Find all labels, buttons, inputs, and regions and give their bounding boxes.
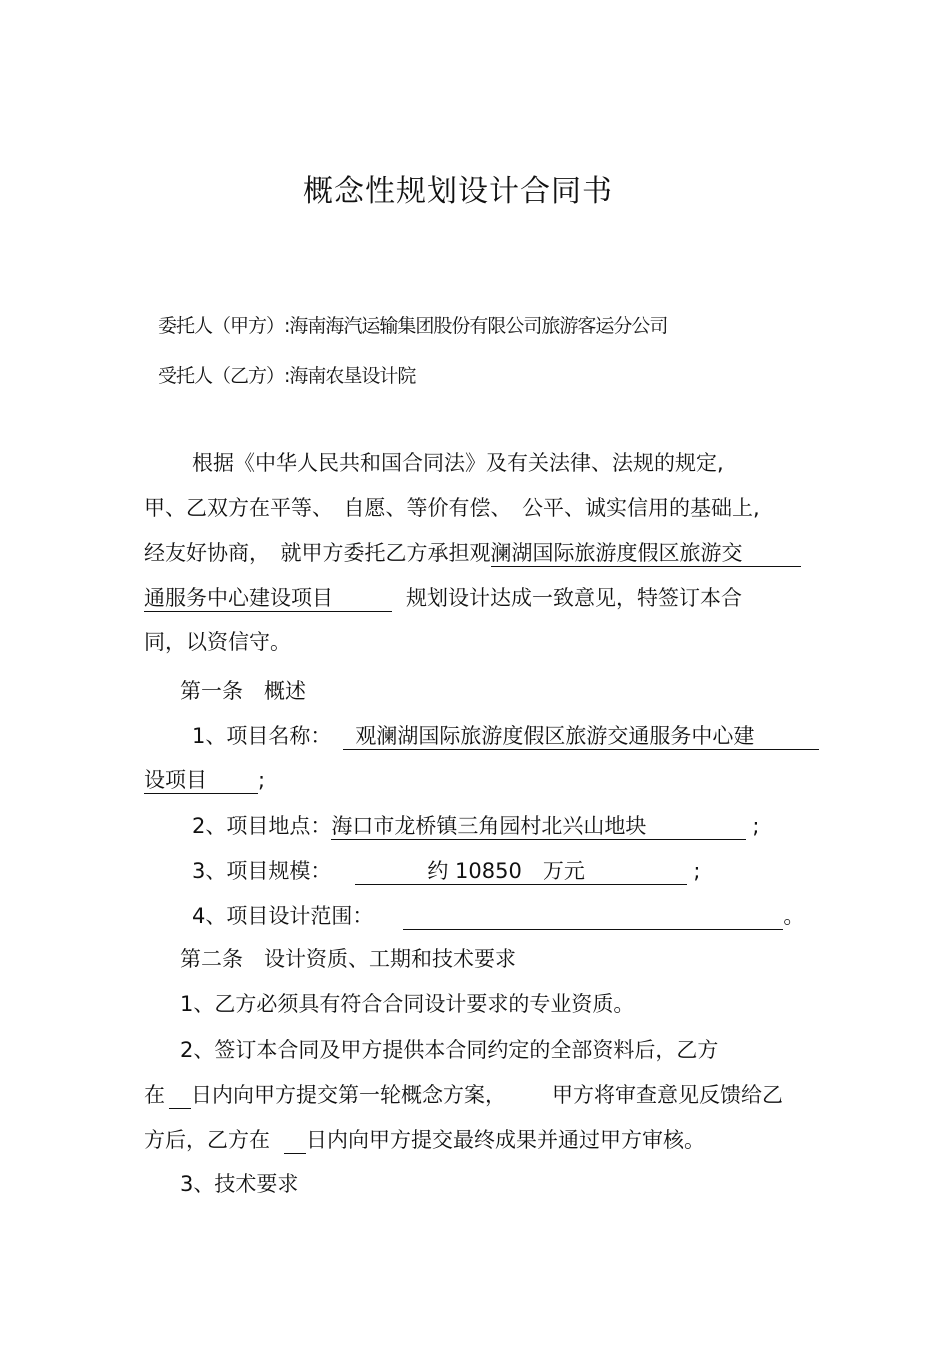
project-location-value: 海口市龙桥镇三角园村北兴山地块 bbox=[331, 813, 746, 840]
days-blank-2 bbox=[284, 1131, 306, 1154]
item-text: 在 bbox=[144, 1083, 165, 1107]
project-name-value: 观澜湖国际旅游度假区旅游交通服务中心建 bbox=[343, 723, 819, 750]
article-1-item-2 bbox=[192, 812, 759, 840]
item-text: 方后，乙方在 bbox=[144, 1128, 270, 1152]
article-1-item-1-cont bbox=[144, 766, 265, 794]
item-label: 4、项目设计范围： bbox=[192, 904, 374, 928]
party-b-label: 受托人（乙方）: bbox=[158, 365, 290, 387]
article-2-heading: 第二条 设计资质、工期和技术要求 bbox=[180, 947, 516, 971]
project-scale-value: 约 10850 万元 bbox=[355, 858, 687, 885]
article-1-heading: 第一条 概述 bbox=[180, 679, 306, 703]
document-title: 概念性规划设计合同书 bbox=[303, 174, 613, 209]
article-2-item-2-line-3 bbox=[144, 1126, 705, 1154]
item-end: ; bbox=[752, 814, 760, 838]
article-2-item-3: 3、技术要求 bbox=[180, 1172, 299, 1196]
article-2-item-2-line-2 bbox=[144, 1081, 783, 1109]
item-text: 日内向甲方提交第一轮概念方案， bbox=[191, 1083, 506, 1107]
preamble-line-5: 同，以资信守。 bbox=[144, 630, 291, 654]
preamble-text: 经友好协商， 就甲方委托乙方承担观 bbox=[144, 541, 491, 565]
preamble-line-4 bbox=[144, 584, 742, 612]
project-name-underlined-continued: 通服务中心建设项目 bbox=[144, 585, 392, 612]
party-a-label: 委托人（甲方）: bbox=[158, 315, 290, 337]
days-blank-1 bbox=[169, 1086, 191, 1109]
item-end: 。 bbox=[783, 904, 805, 928]
article-1-item-3 bbox=[192, 857, 700, 885]
article-2-item-2-line-1: 2、签订本合同及甲方提供本合同约定的全部资料后，乙方 bbox=[180, 1038, 719, 1062]
item-text: 日内向甲方提交最终成果并通过甲方审核。 bbox=[306, 1128, 705, 1152]
item-label: 1、项目名称： bbox=[192, 724, 332, 748]
party-a-line bbox=[158, 312, 667, 340]
preamble-line-2: 甲、乙双方在平等、 自愿、等价有偿、 公平、诚实信用的基础上, bbox=[144, 496, 760, 520]
project-name-value-continued: 设项目 bbox=[144, 767, 258, 794]
article-1-item-4 bbox=[192, 902, 804, 930]
article-1-item-1 bbox=[192, 722, 819, 750]
preamble-text: 规划设计达成一致意见，特签订本合 bbox=[406, 586, 742, 610]
party-b-line bbox=[158, 362, 415, 390]
project-name-underlined: 澜湖国际旅游度假区旅游交 bbox=[491, 540, 801, 567]
item-end: ; bbox=[258, 768, 266, 792]
item-label: 2、项目地点： bbox=[192, 814, 332, 838]
item-text: 甲方将审查意见反馈给乙 bbox=[552, 1083, 783, 1107]
party-b-name: 海南农垦设计院 bbox=[289, 365, 416, 387]
preamble-line-1: 根据《中华人民共和国合同法》及有关法律、法规的规定, bbox=[192, 451, 724, 475]
preamble-line-3 bbox=[144, 539, 801, 567]
party-a-name: 海南海汽运输集团股份有限公司旅游客运分公司 bbox=[289, 315, 668, 337]
item-label: 3、项目规模： bbox=[192, 859, 332, 883]
item-end: ; bbox=[693, 859, 701, 883]
article-2-item-1: 1、乙方必须具有符合合同设计要求的专业资质。 bbox=[180, 992, 635, 1016]
design-scope-blank bbox=[403, 907, 783, 930]
